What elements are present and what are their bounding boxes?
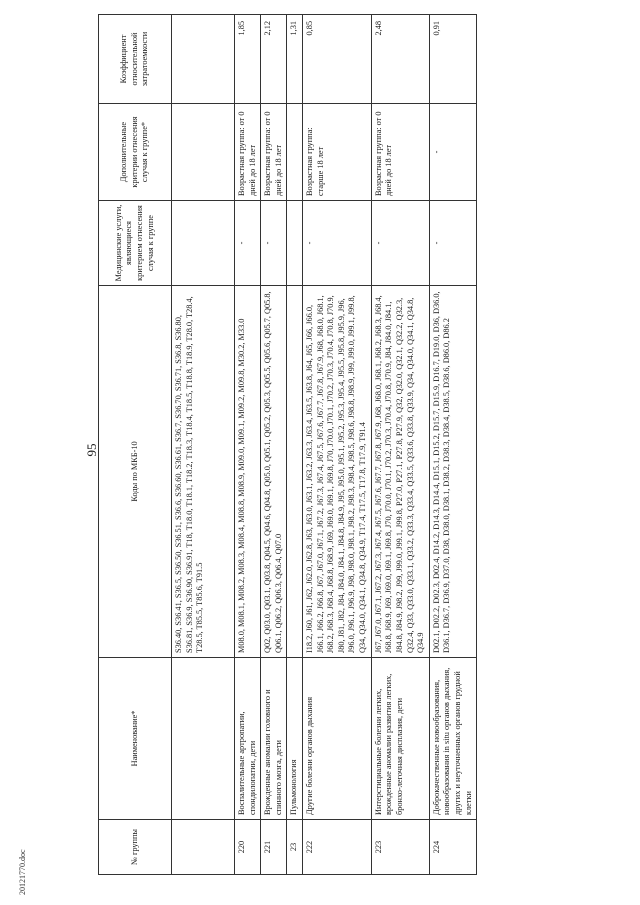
cell-group-no: 222 <box>303 820 372 875</box>
cell-name: Доброкачественные новообразования, новообразования in situ органов дыхания, других и неуточненных органов грудной клетки <box>429 658 476 820</box>
header-coefficient: Коэффициент относительной затратоемкости <box>99 15 172 104</box>
cell-services <box>172 201 235 286</box>
table-row <box>172 15 235 875</box>
cell-services: - <box>261 201 287 286</box>
cell-name: Врожденные аномалии головного и спинного мозга, дети <box>261 658 287 820</box>
document-id: 20121770.doc <box>18 849 27 895</box>
cell-services: - <box>303 201 372 286</box>
cell-mkb-codes: Q02, Q03.0, Q03.1, Q03.8, Q04.5, Q04.6, Q04.8, Q05.0, Q05.1, Q05.2, Q05.3, Q05.5, Q05.6, Q05.7, Q05.8, Q06.1, Q06.2, Q06.3, Q06.4, Q07.0 <box>261 286 287 658</box>
cell-group-no: 223 <box>371 820 429 875</box>
cell-name: Пульмонология <box>287 658 303 820</box>
cell-criteria <box>287 104 303 201</box>
table-row <box>287 15 303 875</box>
groups-table <box>98 14 477 875</box>
cell-group-no: 23 <box>287 820 303 875</box>
cell-name <box>172 658 235 820</box>
cell-mkb-codes: I18.2, J60, J61, J62, J62.0, J62.8, J63, J63.0, J63.1, J63.2, J63.3, J63.4, J63.5, J63.8, J64, J65, J66, J66.0, J66.1, J66.2, J66.8, J67, J67.0, J67.1, J67.2, J67.3, J67.4, J67.5, J67.6, J67.7, J67.8, J67.9, J68, J68.0, J68.1, J68.2, J68.3, J68.4, J68.8, J68.9, J69, J69.0, J69.1, J69.8, J70, J70.0, J70.1, J70.2, J70.3, J70.4, J70.8, J70.9, J80, J81, J82, J84, J84.0, J84.1, J84.8, J84.9, J95, J95.0, J95.1, J95.2, J95.3, J95.4, J95.5, J95.8, J95.9, J96, J96.0, J96.1, J96.9, J98, J98.0, J98.1, J98.2, J98.3, J98.4, J98.5, J98.6, J98.8, J98.9, J99, J99.0, J99.1, J99.8, Q34, Q34.0, Q34.1, Q34.8, Q34.9, T17.4, T17.5, T17.8, T17.9, T91.4 <box>303 286 372 658</box>
cell-criteria: Возрастная группа: от 0 дней до 18 лет <box>261 104 287 201</box>
page-number: 95 <box>84 443 99 457</box>
cell-coefficient: 0,91 <box>429 15 476 104</box>
cell-coefficient: 2,48 <box>371 15 429 104</box>
cell-criteria: - <box>429 104 476 201</box>
cell-coefficient: 1,85 <box>235 15 261 104</box>
cell-mkb-codes: M08.0, M08.1, M08.2, M08.3, M08.4, M08.8, M08.9, M09.0, M09.1, M09.2, M09.8, M30.2, M33.0 <box>235 286 261 658</box>
cell-name: Другие болезни органов дыхания <box>303 658 372 820</box>
cell-mkb-codes: D02.1, D02.2, D02.3, D02.4, D14.2, D14.3, D14.4, D15.1, D15.2, D15.7, D15.9, D16.7, D19.0, D36, D36.0, D36.1, D36.7, D36.9, D37.0, D38, D38.0, D38.1, D38.2, D38.3, D38.4, D38.5, D38.6, D86.0, D86.2 <box>429 286 476 658</box>
cell-mkb-codes: J67, J67.0, J67.1, J67.2, J67.3, J67.4, J67.5, J67.6, J67.7, J67.8, J67.9, J68, J68.0, J68.1, J68.2, J68.3, J68.4, J68.8, J68.9, J69, J69.0, J69.1, J69.8, J70, J70.0, J70.1, J70.2, J70.3, J70.4, J70.8, J70.9, J84, J84.0, J84.1, J84.8, J84.9, J98.2, J99, J99.0, J99.1, J99.8, P27.0, P27.1, P27.8, P27.9, Q32, Q32.0, Q32.1, Q32.2, Q32.3, Q32.4, Q33, Q33.0, Q33.1, Q33.2, Q33.3, Q33.4, Q33.5, Q33.6, Q33.8, Q33.9, Q34, Q34.0, Q34.1, Q34.8, Q34.9 <box>371 286 429 658</box>
cell-criteria: Возрастная группа: от 0 дней до 18 лет <box>371 104 429 201</box>
cell-coefficient: 1,31 <box>287 15 303 104</box>
cell-services: - <box>429 201 476 286</box>
cell-name: Воспалительные артропатии, спондилопатии, дети <box>235 658 261 820</box>
table-row <box>235 15 261 875</box>
table-row <box>303 15 372 875</box>
header-mkb-codes: Коды по МКБ-10 <box>99 286 172 658</box>
cell-coefficient: 0,85 <box>303 15 372 104</box>
cell-criteria <box>172 104 235 201</box>
cell-group-no: 221 <box>261 820 287 875</box>
table-row <box>261 15 287 875</box>
header-name: Наименование* <box>99 658 172 820</box>
table-row <box>429 15 476 875</box>
cell-services: - <box>371 201 429 286</box>
cell-services <box>287 201 303 286</box>
table-header <box>99 15 172 875</box>
cell-criteria: Возрастная группа: старше 18 лет <box>303 104 372 201</box>
header-group-no: № группы <box>99 820 172 875</box>
header-criteria: Дополнительные критерии отнесения случая к группе* <box>99 104 172 201</box>
table-row <box>371 15 429 875</box>
cell-coefficient <box>172 15 235 104</box>
cell-services: - <box>235 201 261 286</box>
cell-group-no: 220 <box>235 820 261 875</box>
cell-mkb-codes: S36.40, S36.41, S36.5, S36.50, S36.51, S36.6, S36.60, S36.61, S36.7, S36.70, S36.71, S36.8, S36.80, S36.81, S36.9, S36.90, S36.91, T18, T18.0, T18.1, T18.2, T18.3, T18.4, T18.5, T18.8, T18.9, T28.0, T28.4, T28.5, T85.5, T85.6, T91.5 <box>172 286 235 658</box>
header-services: Медицинские услуги, являющиеся критерием отнесения случая к группе <box>99 201 172 286</box>
cell-coefficient: 2,12 <box>261 15 287 104</box>
cell-name: Интерстициальные болезни легких, врожденные аномалии развития легких, бронхо-легочная дисплазия, дети <box>371 658 429 820</box>
cell-criteria: Возрастная группа: от 0 дней до 18 лет <box>235 104 261 201</box>
cell-mkb-codes <box>287 286 303 658</box>
cell-group-no: 224 <box>429 820 476 875</box>
cell-group-no <box>172 820 235 875</box>
